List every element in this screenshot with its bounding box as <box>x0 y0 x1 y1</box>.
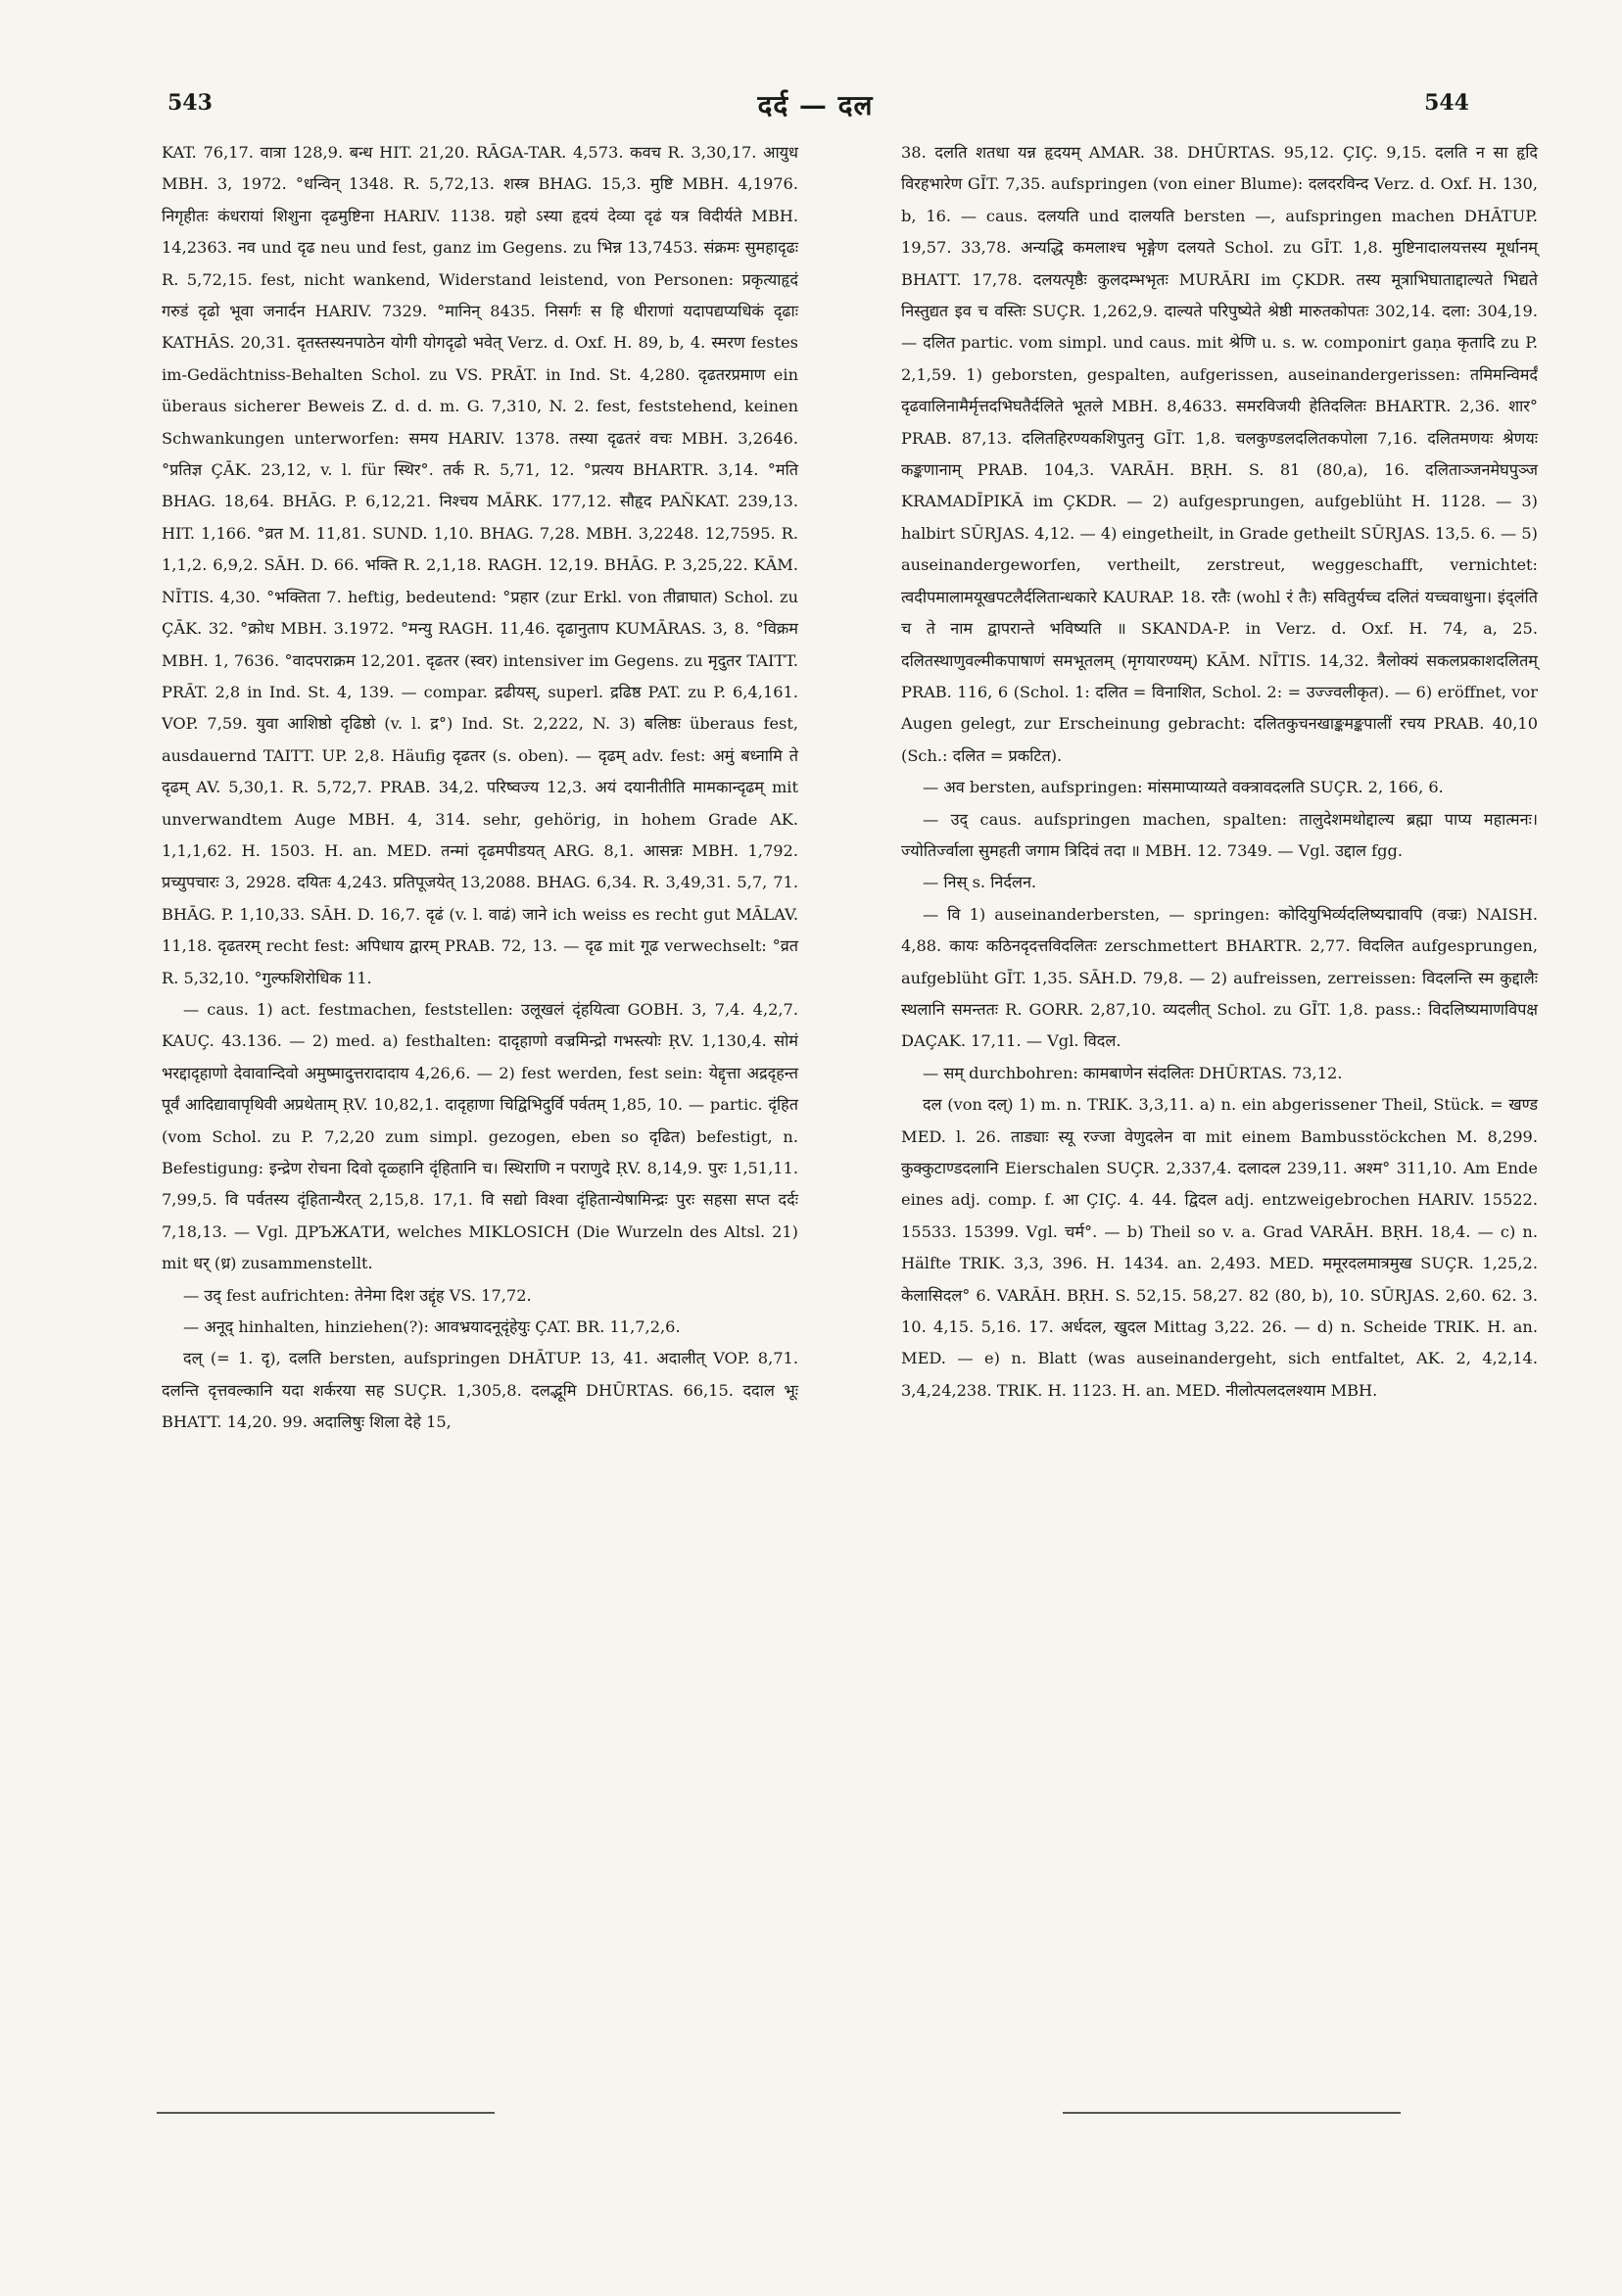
entry-paragraph: — निस् s. निर्दलन. <box>923 873 1037 892</box>
page-header <box>162 90 1469 129</box>
page-number-right: 544 <box>1424 90 1469 116</box>
entry-paragraph: दल (von दल्) 1) m. n. TRIK. 3,3,11. a) n. ein abgerissener Theil, Stück. = खण्ड MED. l. 26. ताड्याः स्यू रज्जा वेणुदलेन वा mit einem Bambusstöckchen M. 8,299. कुक्कुटाण्डदलानि Eierschalen SUÇR. 2,337,4. दलादल 239,11. अश्म° 311,10. Am Ende eines adj. comp. f. आ ÇIÇ. 4. 44. द्विदल adj. entzweigebrochen HARIV. 15522. 15533. 15399. Vgl. चर्म°. — b) Theil so v. a. Grad VARĀH. BṚH. 18,4. — c) n. Hälfte TRIK. 3,3, 396. H. 1434. an. 2,493. MED. ममूरदलमात्रमुख SUÇR. 1,25,2. केलासिदल° 6. VARĀH. BṚH. S. 52,15. 58,27. 82 (80, b), 10. SŪRJAS. 2,60. 62. 3. 10. 4,15. 5,16. 17. अर्धदल, खुदल Mittag 3,22. 26. — d) n. Scheide TRIK. H. an. MED. — e) n. Blatt (was auseinandergeht, sich entfaltet, AK. 2, 4,2,14. 3,4,24,238. TRIK. H. 1123. H. an. MED. नीलोत्पलदलश्याम MBH. <box>901 1095 1538 1400</box>
entry-paragraph: — सम् durchbohren: कामबाणेन संदलितः DHŪRTAS. 73,12. <box>923 1063 1343 1082</box>
entry-paragraph: KAT. 76,17. वात्रा 128,9. बन्ध HIT. 21,20. RĀGA-TAR. 4,573. कवच R. 3,30,17. आयुध MBH. 3, 1972. °धन्विन् 1348. R. 5,72,13. शस्त्र BHAG. 15,3. मुष्टि MBH. 4,1976. निगृहीतः कंधरायां शिशुना दृढमुष्टिना HARIV. 1138. ग्रहो ऽस्या हृदयं देव्या दृढं यत्र विदीर्यते MBH. 14,2363. नव und दृढ neu und fest, ganz im Gegens. zu भिन्न 13,7453. संक्रमः सुमहादृढः R. 5,72,15. fest, nicht wankend, Widerstand leistend, von Personen: प्रकृत्याहृदं गरुडं दृढो भूवा जनार्दन HARIV. 7329. °मानिन् 8435. निसर्गः स हि धीराणां यदापद्यप्यधिकं दृढाः KATHĀS. 20,31. दृतस्तस्यनपाठेन योगी योगदृढो भवेत् Verz. d. Oxf. H. 89, b, 4. स्मरण festes im-Gedächtniss-Behalten Schol. zu VS. PRĀT. in Ind. St. 4,280. दृढतरप्रमाण ein überaus sicherer Beweis Z. d. d. m. G. 7,310, N. 2. fest, feststehend, keinen Schwankungen unterworfen: समय HARIV. 1378. तस्या दृढतरं वचः MBH. 3,2646. °प्रतिज्ञ ÇĀK. 23,12, v. l. für स्थिर°. तर्क R. 5,71, 12. °प्रत्यय BHARTR. 3,14. °मति BHAG. 18,64. BHĀG. P. 6,12,21. निश्चय MĀRK. 177,12. सौहृद PAÑKAT. 239,13. HIT. 1,166. °व्रत M. 11,81. SUND. 1,10. BHAG. 7,28. MBH. 3,2248. 12,7595. R. 1,1,2. 6,9,2. SĀH. D. 66. भक्ति R. 2,1,18. RAGH. 12,19. BHĀG. P. 3,25,22. KĀM. NĪTIS. 4,30. °भक्तिता 7. heftig, bedeutend: °प्रहार (zur Erkl. von तीव्राघात) Schol. zu ÇĀK. 32. °क्रोध MBH. 3.1972. °मन्यु RAGH. 11,46. दृढानुताप KUMĀRAS. 3, 8. °विक्रम MBH. 1, 7636. °वादपराक्रम 12,201. दृढतर (स्वर) intensiver im Gegens. zu मृदुतर TAITT. PRĀT. 2,8 in Ind. St. 4, 139. — compar. द्रढीयस्, superl. द्रढिष्ठ PAT. zu P. 6,4,161. VOP. 7,59. युवा आशिष्ठो दृढिष्ठो (v. l. द्र°) Ind. St. 2,222, N. 3) बलिष्ठः überaus fest, ausdauernd TAITT. UP. 2,8. Häufig दृढतर (s. oben). — दृढम् adv. fest: अमुं बध्नामि ते दृढम् AV. 5,30,1. R. 5,72,7. PRAB. 34,2. परिष्वज्य 12,3. अयं दयानीतीति मामकान्दृढम् mit unverwandtem Auge MBH. 4, 314. sehr, gehörig, in hohem Grade AK. 1,1,1,62. H. 1503. H. an. MED. तन्मां दृढमपीडयत् ARG. 8,1. आसन्नः MBH. 1,792. प्रच्युपचारः 3, 2928. दयितः 4,243. प्रतिपूजयेत् 13,2088. BHAG. 6,34. R. 3,49,31. 5,7, 71. BHĀG. P. 1,10,33. SĀH. D. 16,7. दृढं (v. l. वाढं) जाने ich weiss es recht gut MĀLAV. 11,18. दृढतरम् recht fest: अपिधाय द्वारम् PRAB. 72, 13. — दृढ mit गूढ verwechselt: °व्रत R. 5,32,10. °गुल्फशिरोधिक 11. <box>162 143 798 987</box>
entry-paragraph: दल् (= 1. दृ), दलति bersten, aufspringen DHĀTUP. 13, 41. अदालीत् VOP. 8,71. दलन्ति दृत्तवल्कानि यदा शर्करया सह SUÇR. 1,305,8. दलद्भूमि DHŪRTAS. 66,15. ददाल भूः BHATT. 14,20. 99. अदालिषुः शिला देहे 15, <box>162 1349 798 1432</box>
entry-paragraph: — उद् caus. aufspringen machen, spalten: तालुदेशमथोद्दाल्य ब्रह्मा पाप्य महात्मनः। ज्योतिर्ज्वाला सुमहती जगाम त्रिदिवं तदा ॥ MBH. 12. 7349. — Vgl. उद्दाल fgg. <box>901 809 1538 860</box>
entry-paragraph: — अव bersten, aufspringen: मांसमाप्याय्यते वक्त्रावदलति SUÇR. 2, 166, 6. <box>923 778 1444 797</box>
left-column <box>162 137 798 1439</box>
footer-rule-left <box>157 2112 495 2114</box>
entry-paragraph: — वि 1) auseinanderbersten, — springen: कोदियुभिर्व्यदलिष्यद्मावपि (वज्रः) NAISH. 4,88. कायः कठिनदृदत्तविदलितः zerschmettert BHARTR. 2,77. विदलित aufgesprungen, aufgeblüht GĪT. 1,35. SĀH.D. 79,8. — 2) aufreissen, zerreissen: विदलन्ति स्म कुद्दालैः स्थलानि समन्ततः R. GORR. 2,87,10. व्यदलीत् Schol. zu GĪT. 1,8. pass.: विदलिष्यमाणविपक्ष DAÇAK. 17,11. — Vgl. विदल. <box>901 904 1538 1051</box>
running-title: दर्द — दल <box>757 89 874 121</box>
entry-paragraph: — caus. 1) act. festmachen, feststellen: उलूखलं दृंहयित्वा GOBH. 3, 7,4. 4,2,7. KAUÇ. 43.136. — 2) med. a) festhalten: दादृहाणो वज्रमिन्द्रो गभस्त्योः ṚV. 1,130,4. सोमं भरद्दादृहाणो देवावान्दिवो अमुष्मादुत्तरादादाय 4,26,6. — 2) fest werden, fest sein: येद्दृत्ता अद्रदृहन्त पूर्वं आदिद्यावापृथिवी अप्रथेताम् ṚV. 10,82,1. दादृहाणा चिद्विभिदुर्वि पर्वतम् 1,85, 10. — partic. दृंहित (vom Schol. zu P. 7,2,20 zum simpl. gezogen, eben so दृढित) befestigt, n. Befestigung: इन्द्रेण रोचना दिवो दृळ्हानि दृंहितानि च। स्थिराणि न पराणुदे ṚV. 8,14,9. पुरः 1,51,11. 7,99,5. वि पर्वतस्य दृंहितान्यैरत् 2,15,8. 17,1. वि सद्यो विश्वा दृंहितान्येषामिन्द्रः पुरः सहसा सप्त दर्दः 7,18,13. — Vgl. ДРЪЖАТИ, welches MIKLOSICH (Die Wurzeln des Altsl. 21) mit धर् (ध्र) zusammenstellt. <box>162 999 798 1273</box>
entry-paragraph: — अनूद् hinhalten, hinziehen(?): आवभ्रयादनूदृंहेयुः ÇAT. BR. 11,7,2,6. <box>183 1317 681 1337</box>
entry-paragraph: — उद् fest aufrichten: तेनेमा दिश उद्दृंह VS. 17,72. <box>183 1285 532 1305</box>
right-column <box>901 137 1538 1407</box>
footer-rule-right <box>1063 2112 1401 2114</box>
page-number-left: 543 <box>167 90 213 116</box>
entry-paragraph: 38. दलति शतधा यन्न हृदयम् AMAR. 38. DHŪRTAS. 95,12. ÇIÇ. 9,15. दलति न सा हृदि विरहभारेण GĪT. 7,35. aufspringen (von einer Blume): दलदरविन्द Verz. d. Oxf. H. 130, b, 16. — caus. दलयति und दालयति bersten —, aufspringen machen DHĀTUP. 19,57. 33,78. अन्यद्धि कमलाश्च भृङ्गेण दलयते Schol. zu GĪT. 1,8. मुष्टिनादालयत्तस्य मूर्धानम् BHATT. 17,78. दलयत्पृष्ठैः कुलदम्भभृतः MURĀRI im ÇKDR. तस्य मूत्राभिघाताद्दाल्यते भिद्यते निस्तुद्यत इव च वस्तिः SUÇR. 1,262,9. दाल्यते परिपुष्येते श्रेष्ठी मारुतकोपतः 302,14. दला: 304,19. — दलित partic. vom simpl. und caus. mit श्रेणि u. s. w. componirt gaṇa कृतादि zu P. 2,1,59. 1) geborsten, gespalten, aufgerissen, auseinandergerissen: तमिमन्विमर्दं दृढवालिनामैर्मृत्तदभिघतैर्दलिते भूतले MBH. 8,4633. समरविजयी हेतिदलितः BHARTR. 2,36. शार° PRAB. 87,13. दलितहिरण्यकशिपुतनु GĪT. 1,8. चलकुण्डलदलितकपोला 7,16. दलितमणयः श्रेणयः कङ्कणानाम् PRAB. 104,3. VARĀH. BṚH. S. 81 (80,a), 16. दलिताञ्जनमेघपुञ्ज KRAMADĪPIKĀ im ÇKDR. — 2) aufgesprungen, aufgeblüht H. 1128. — 3) halbirt SŪRJAS. 4,12. — 4) eingetheilt, in Grade getheilt SŪRJAS. 13,5. 6. — 5) auseinandergeworfen, vertheilt, zerstreut, weggeschafft, vernichtet: त्वदीपमालामयूखपटलैर्दलितान्धकारे KAURAP. 18. रतैः (wohl रं तैः) सवितुर्यच्च दलितं यच्चवाधुना। इंद्लंति च ते नाम द्वापरान्ते भविष्यति ॥ SKANDA-P. in Verz. d. Oxf. H. 74, a, 25. दलितस्थाणुवल्मीकपाषाणं समभूतलम् (मृगयारण्यम्) KĀM. NĪTIS. 14,32. त्रैलोक्यं सकलप्रकाशदलितम् PRAB. 116, 6 (Schol. 1: दलित = विनाशित, Schol. 2: = उज्ज्वलीकृत). — 6) eröffnet, vor Augen gelegt, zur Erscheinung gebracht: दलितकुचनखाङ्कमङ्कपालीं रचय PRAB. 40,10 (Sch.: दलित = प्रकटित). <box>901 143 1538 765</box>
